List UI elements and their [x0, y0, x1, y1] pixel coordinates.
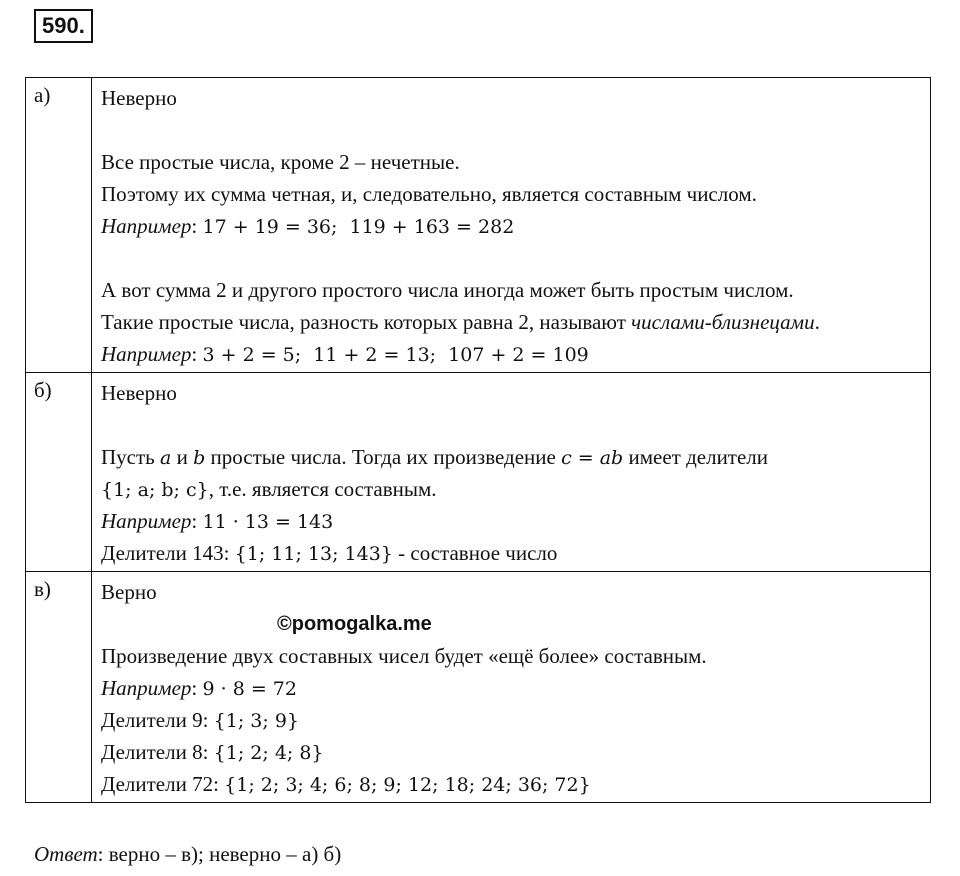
row-label: б): [26, 373, 92, 572]
text-line: Все простые числа, кроме 2 – нечетные.: [101, 150, 460, 174]
text-fragment: Делители 72:: [101, 772, 225, 796]
answer-text: : верно – в); неверно – а) б): [97, 842, 342, 866]
divisors-line: [101, 704, 930, 736]
example-label: Например: [101, 509, 192, 533]
divisor-set: {1; 3; 9}: [213, 710, 299, 732]
verdict: Неверно: [101, 86, 177, 110]
text-line: А вот сумма 2 и другого простого числа иногда может быть простым числом.: [101, 278, 794, 302]
text-fragment: и: [171, 445, 194, 469]
separator: :: [191, 214, 198, 238]
row-label: а): [26, 78, 92, 373]
example-line: [101, 505, 930, 537]
text-fragment: Делители 143:: [101, 541, 235, 565]
answer-line: [34, 838, 341, 870]
row-content: [92, 78, 931, 373]
row-content: [92, 373, 931, 572]
solution-table: [25, 77, 931, 803]
example-line: [101, 210, 930, 242]
text-fragment: - составное число: [392, 541, 558, 565]
separator: :: [191, 676, 198, 700]
separator: :: [191, 342, 198, 366]
divisors-line: [101, 736, 930, 768]
divisor-set: {1; 2; 3; 4; 6; 8; 9; 12; 18; 24; 36; 72}: [224, 774, 591, 796]
watermark: ©pomogalka.me: [277, 613, 432, 635]
example-line: [101, 672, 930, 704]
text-fragment: Делители 9:: [101, 708, 214, 732]
divisor-set: {1; a; b; c}: [101, 479, 209, 501]
divisor-set: {1; 11; 13; 143}: [234, 543, 393, 565]
task-number: 590.: [34, 9, 93, 43]
var-b: b: [193, 447, 206, 469]
example-line: [101, 338, 930, 370]
divisors-line: [101, 537, 930, 569]
answer-label: Ответ: [34, 842, 98, 866]
text-fragment: , т.е. является составным.: [208, 477, 437, 501]
text-fragment: имеет делители: [623, 445, 769, 469]
text-line: Произведение двух составных чисел будет «ещё более» составным.: [101, 644, 707, 668]
text-fragment: Такие простые числа, разность которых равна 2, называют: [101, 310, 632, 334]
row-c: [26, 572, 931, 803]
text-line: [101, 306, 930, 338]
row-content: [92, 572, 931, 803]
var-a: a: [160, 447, 172, 469]
math-expression: 17 + 19 = 36; 119 + 163 = 282: [202, 216, 515, 238]
math-expression: 3 + 2 = 5; 11 + 2 = 13; 107 + 2 = 109: [202, 344, 589, 366]
row-b: [26, 373, 931, 572]
text-fragment: Делители 8:: [101, 740, 214, 764]
divisors-line: [101, 768, 930, 800]
term-twin-primes: числами-близнецами: [631, 310, 815, 334]
divisor-set: {1; 2; 4; 8}: [213, 742, 324, 764]
example-label: Например: [101, 214, 192, 238]
text-line: [101, 473, 930, 505]
text-fragment: Пусть: [101, 445, 160, 469]
row-a: [26, 78, 931, 373]
separator: :: [191, 509, 198, 533]
verdict: Верно: [101, 580, 157, 604]
text-line: [101, 441, 930, 473]
text-line: Поэтому их сумма четная, и, следовательно, является составным числом.: [101, 182, 757, 206]
example-label: Например: [101, 342, 192, 366]
math-expression: c = ab: [561, 447, 624, 469]
math-expression: 9 · 8 = 72: [202, 678, 297, 700]
math-expression: 11 · 13 = 143: [202, 511, 334, 533]
text-fragment: простые числа. Тогда их произведение: [205, 445, 562, 469]
verdict: Неверно: [101, 381, 177, 405]
example-label: Например: [101, 676, 192, 700]
text-fragment: .: [814, 310, 820, 334]
row-label: в): [26, 572, 92, 803]
